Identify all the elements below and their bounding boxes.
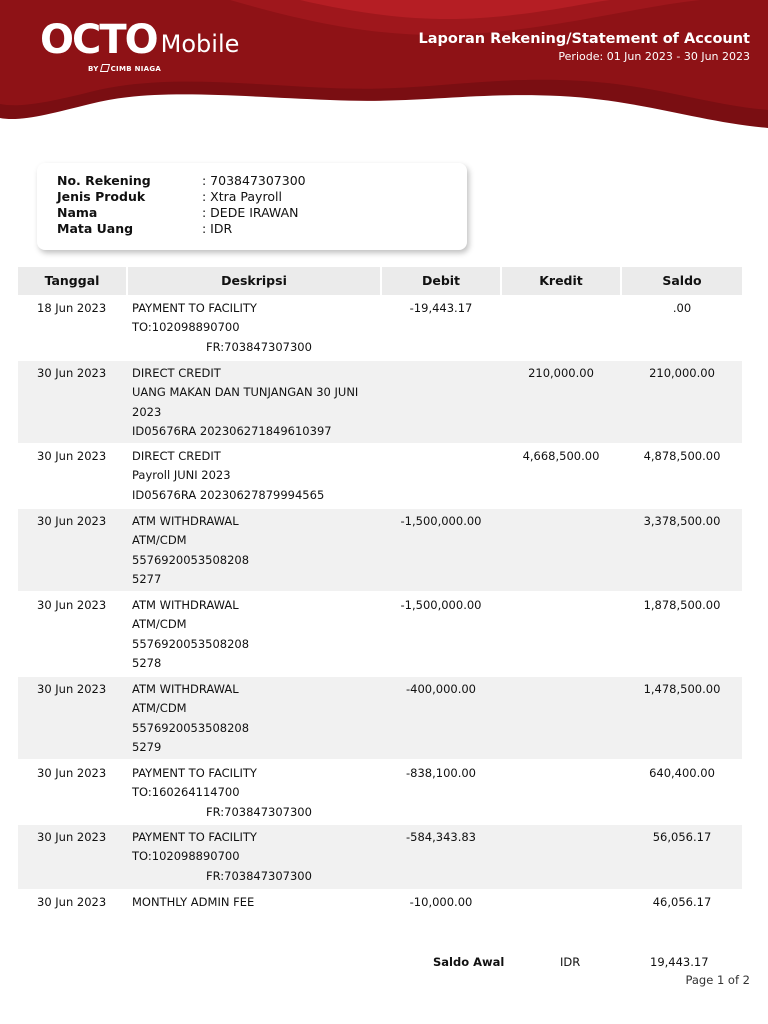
table-row xyxy=(18,825,742,889)
desc-line: DIRECT CREDIT xyxy=(132,449,221,463)
cell-date: 30 Jun 2023 xyxy=(37,682,107,696)
header-tanggal: Tanggal xyxy=(18,267,126,295)
desc-line: PAYMENT TO FACILITY xyxy=(132,301,257,315)
cimb-mark-icon xyxy=(100,64,110,72)
field-label: Jenis Produk xyxy=(57,189,146,204)
desc-line: 5576920053508208 xyxy=(132,720,250,735)
desc-line: 5576920053508208 xyxy=(132,636,250,651)
cell-debit: -1,500,000.00 xyxy=(400,514,482,528)
desc-line: ATM/CDM xyxy=(132,701,187,716)
desc-line: FR:703847307300 xyxy=(206,339,312,354)
desc-line: ATM WITHDRAWAL xyxy=(132,514,239,528)
desc-line: Payroll JUNI 2023 xyxy=(132,468,231,483)
table-row xyxy=(18,296,742,360)
logo-mobile-text: Mobile xyxy=(160,30,240,58)
logo-octo-text: OCTO xyxy=(40,17,157,63)
desc-line: 5278 xyxy=(132,655,162,670)
desc-line: FR:703847307300 xyxy=(206,868,312,883)
cell-debit: -1,500,000.00 xyxy=(400,598,482,612)
account-info-card xyxy=(37,163,467,250)
cell-description xyxy=(132,447,382,505)
cell-saldo: 4,878,500.00 xyxy=(643,449,721,463)
transaction-table-header xyxy=(18,267,742,295)
statement-title: Laporan Rekening/Statement of Account xyxy=(418,31,750,47)
header-saldo: Saldo xyxy=(622,267,742,295)
desc-line: 5277 xyxy=(132,571,162,586)
cell-saldo: 1,478,500.00 xyxy=(643,682,721,696)
octo-mobile-logo xyxy=(40,17,240,73)
desc-line: DIRECT CREDIT xyxy=(132,366,221,380)
cell-kredit: 210,000.00 xyxy=(528,366,594,380)
logo-byline xyxy=(88,64,161,73)
cell-date: 30 Jun 2023 xyxy=(37,895,107,909)
field-label: Mata Uang xyxy=(57,221,134,236)
table-row xyxy=(18,890,742,916)
header-debit: Debit xyxy=(382,267,500,295)
table-row xyxy=(18,677,742,759)
desc-line: MONTHLY ADMIN FEE xyxy=(132,895,255,909)
cell-date: 30 Jun 2023 xyxy=(37,830,107,844)
cell-debit: -10,000.00 xyxy=(409,895,473,909)
cell-description xyxy=(132,680,382,757)
cell-debit: -19,443.17 xyxy=(409,301,473,315)
summary-currency: IDR xyxy=(560,955,581,969)
header-deskripsi: Deskripsi xyxy=(128,267,380,295)
cell-description xyxy=(132,364,382,441)
cell-date: 18 Jun 2023 xyxy=(37,301,107,315)
statement-period: Periode: 01 Jun 2023 - 30 Jun 2023 xyxy=(558,50,750,63)
desc-line: TO:102098890700 xyxy=(132,849,240,864)
cell-saldo: 1,878,500.00 xyxy=(643,598,721,612)
cell-description xyxy=(132,299,382,357)
cell-saldo: 56,056.17 xyxy=(652,830,712,844)
desc-line: 5279 xyxy=(132,739,162,754)
desc-line: PAYMENT TO FACILITY xyxy=(132,830,257,844)
desc-line: TO:102098890700 xyxy=(132,320,240,335)
cell-saldo: 46,056.17 xyxy=(652,895,712,909)
summary-label: Saldo Awal xyxy=(433,955,505,969)
header-kredit: Kredit xyxy=(502,267,620,295)
cell-date: 30 Jun 2023 xyxy=(37,598,107,612)
field-label: No. Rekening xyxy=(57,173,151,188)
cell-saldo: 3,378,500.00 xyxy=(643,514,721,528)
cell-date: 30 Jun 2023 xyxy=(37,449,107,463)
cell-description xyxy=(132,893,382,912)
desc-line: 5576920053508208 xyxy=(132,552,250,567)
cell-description xyxy=(132,828,382,886)
logo-by-text: BY xyxy=(88,65,99,73)
desc-line: ID05676RA 202306271849610397 xyxy=(132,423,332,438)
cell-description xyxy=(132,596,382,673)
desc-line: TO:160264114700 xyxy=(132,785,240,800)
cell-saldo: .00 xyxy=(672,301,692,315)
cell-date: 30 Jun 2023 xyxy=(37,766,107,780)
logo-bank-text: CIMB NIAGA xyxy=(110,65,162,73)
desc-line: ATM/CDM xyxy=(132,533,187,548)
desc-line: ATM/CDM xyxy=(132,617,187,632)
table-row xyxy=(18,593,742,675)
cell-saldo: 640,400.00 xyxy=(649,766,715,780)
cell-date: 30 Jun 2023 xyxy=(37,514,107,528)
desc-line: PAYMENT TO FACILITY xyxy=(132,766,257,780)
cell-debit: -400,000.00 xyxy=(406,682,476,696)
field-value: : Xtra Payroll xyxy=(202,189,282,204)
cell-debit: -838,100.00 xyxy=(406,766,476,780)
header-banner xyxy=(0,0,768,135)
page-number: Page 1 of 2 xyxy=(685,973,750,987)
desc-line: FR:703847307300 xyxy=(206,804,312,819)
cell-saldo: 210,000.00 xyxy=(649,366,715,380)
desc-line: ID05676RA 20230627879994565 xyxy=(132,487,325,502)
table-row xyxy=(18,444,742,508)
field-label: Nama xyxy=(57,205,98,220)
cell-debit: -584,343.83 xyxy=(406,830,476,844)
cell-description xyxy=(132,764,382,822)
field-value: : 703847307300 xyxy=(202,173,306,188)
desc-line: ATM WITHDRAWAL xyxy=(132,682,239,696)
field-value: : DEDE IRAWAN xyxy=(202,205,299,220)
desc-line: ATM WITHDRAWAL xyxy=(132,598,239,612)
cell-description xyxy=(132,512,382,589)
cell-date: 30 Jun 2023 xyxy=(37,366,107,380)
cell-kredit: 4,668,500.00 xyxy=(522,449,600,463)
field-value: : IDR xyxy=(202,221,233,236)
table-row xyxy=(18,509,742,591)
summary-value: 19,443.17 xyxy=(650,955,709,969)
table-row xyxy=(18,761,742,825)
table-row xyxy=(18,361,742,443)
statement-title-block xyxy=(419,30,751,65)
desc-line: UANG MAKAN DAN TUNJANGAN 30 JUNI 2023 xyxy=(132,385,359,419)
